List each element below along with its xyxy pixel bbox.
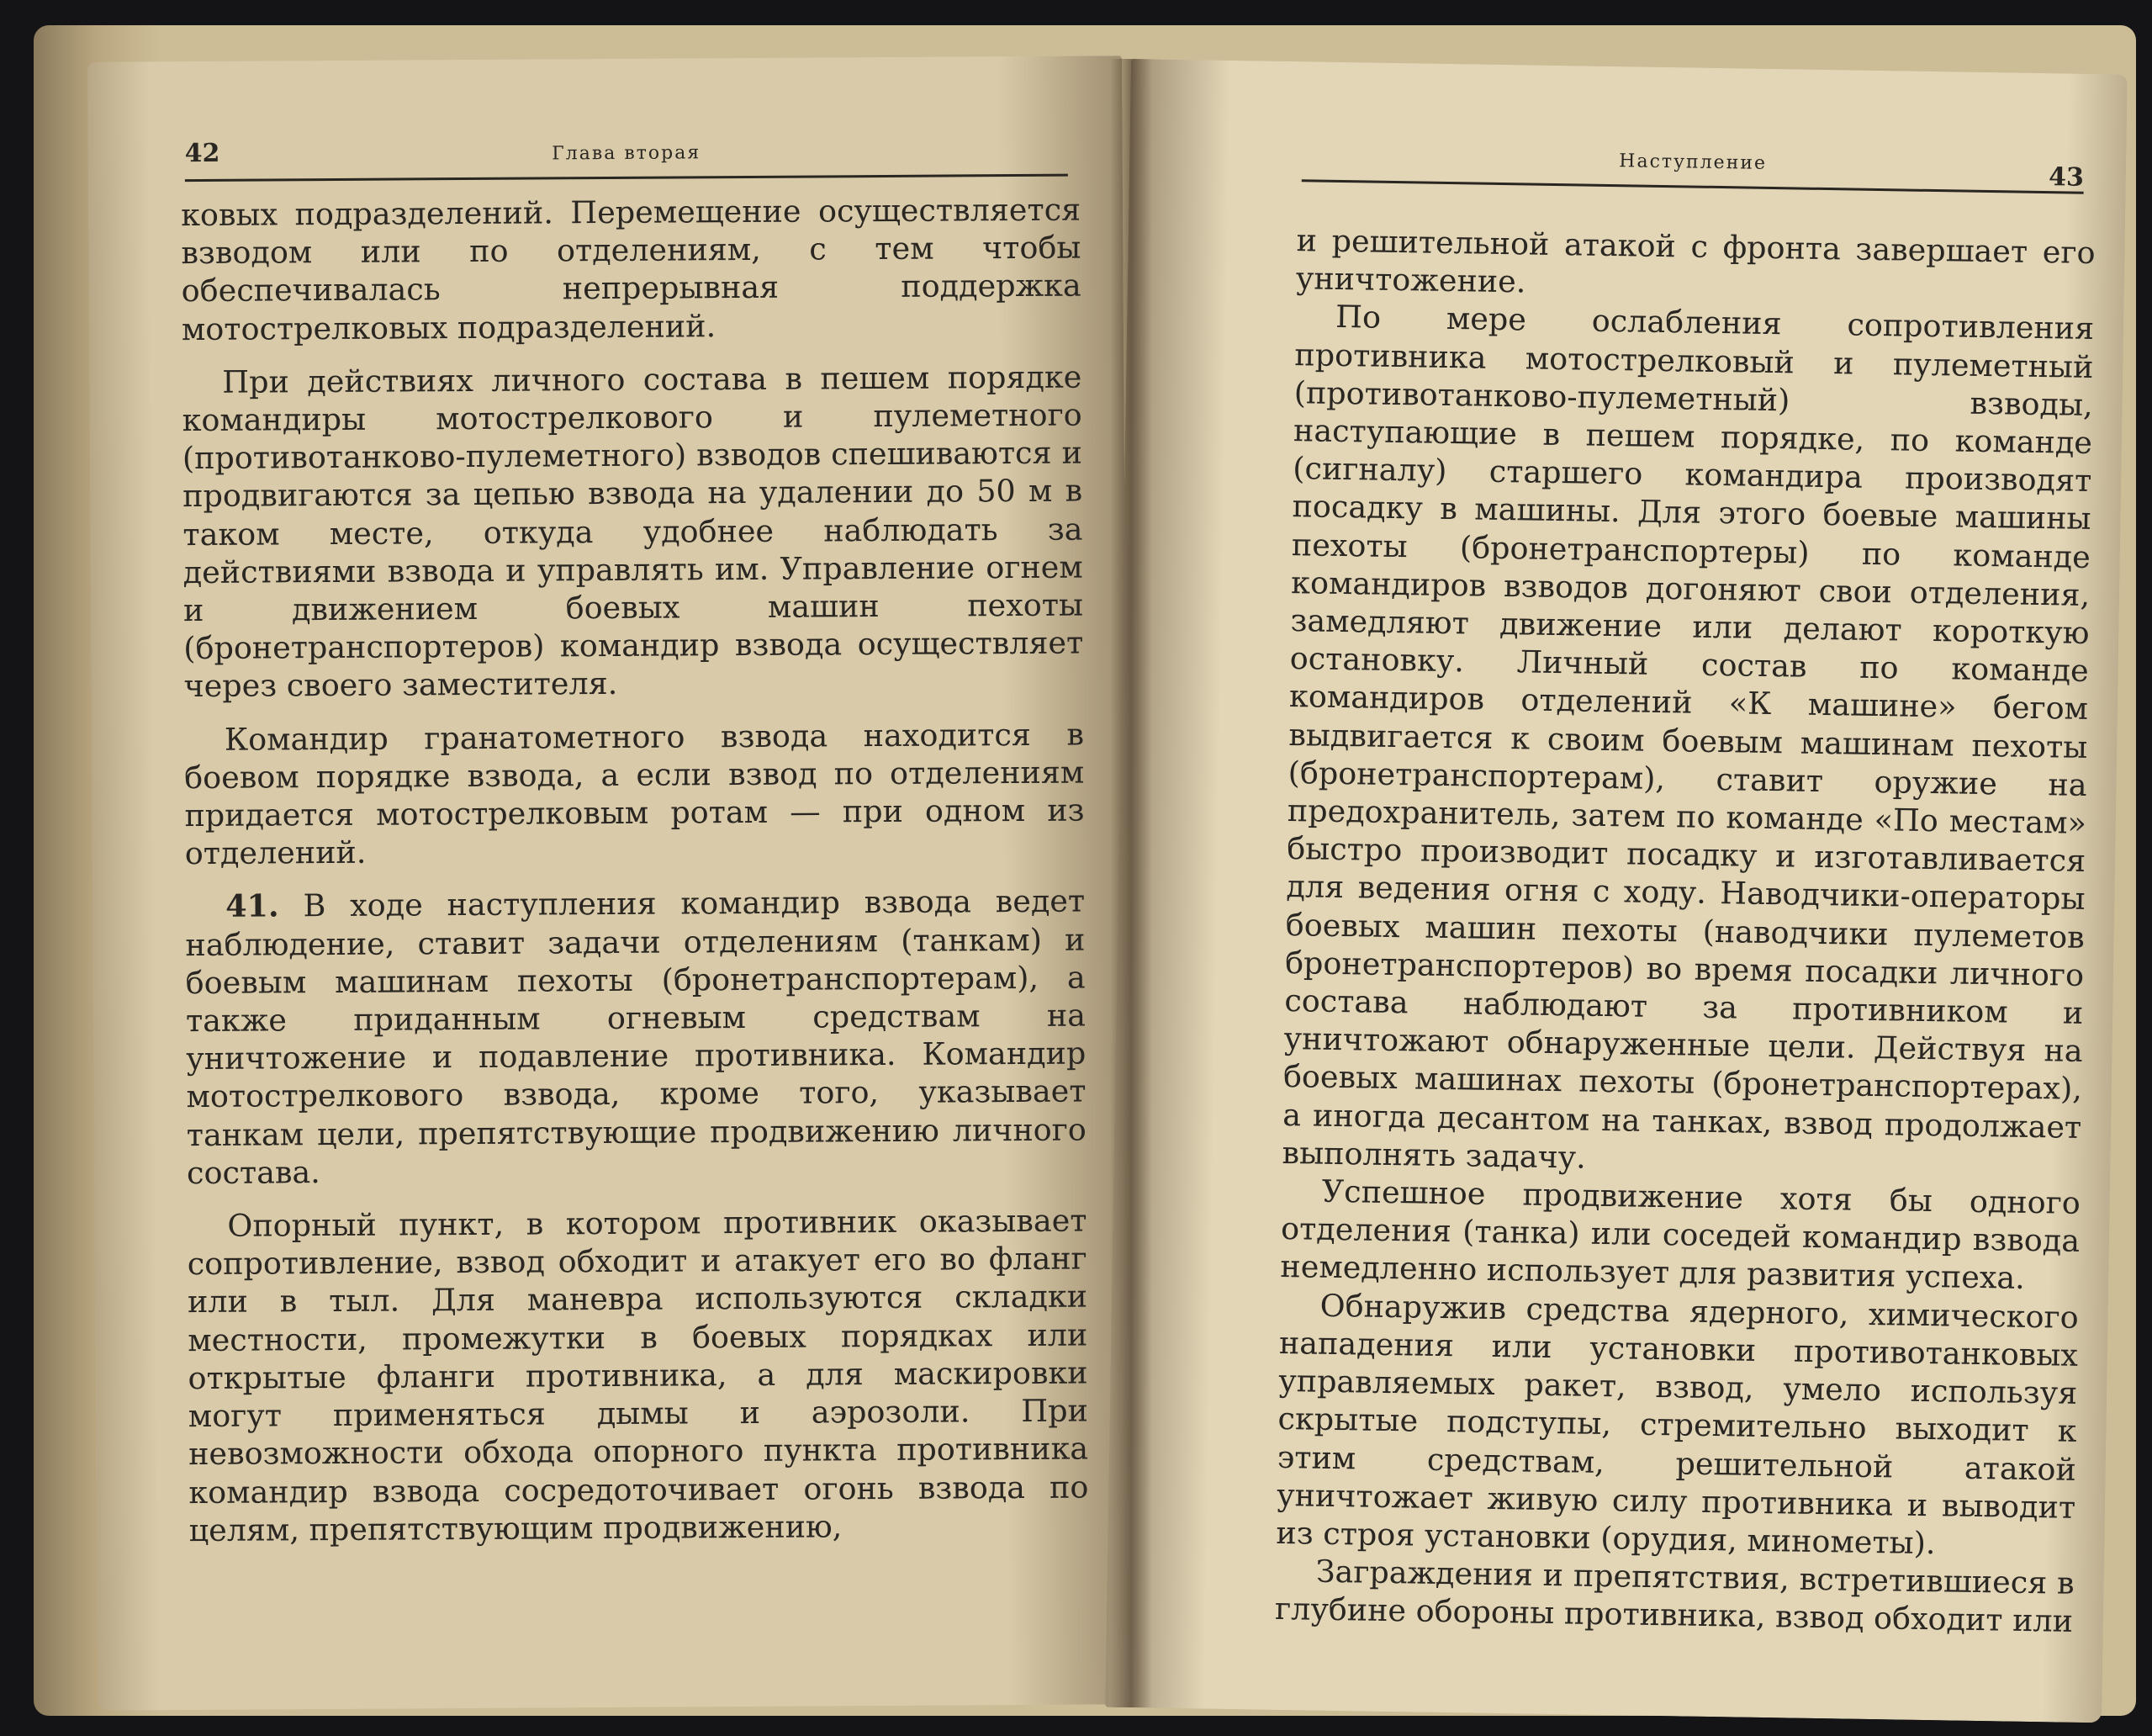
left-page — [87, 56, 1132, 1710]
right-running-head — [1302, 129, 2085, 194]
paragraph: и решительной атакой с фронта завершает его уничтожение. — [1295, 222, 2096, 300]
book-gutter — [1110, 59, 1152, 1707]
right-page — [1105, 59, 2128, 1723]
right-chapter-title: Наступление — [1619, 151, 1768, 174]
clause-text: В ходе наступления командир взвода ведет наблюдение, ставит задачи отделениям (танкам) и боевым машинам пехоты (бронетранспортерам), а также приданным огневым средствам на уничтожение и подавление противника. Командир мотострелкового взвода, кроме того, указывает танкам цели, препятствующие продвижению личного состава. — [185, 883, 1087, 1191]
paragraph: ковых подразделений. Перемещение осуществляется взводом или по отделениям, с тем чтобы обеспечивалась непрерывная поддержка мотострелковых подразделений. — [181, 191, 1081, 347]
paragraph: Командир гранатометного взвода находится в боевом порядке взвода, а если взвод по отделениям придается мотострелковым ротам — при одном из отделений. — [184, 716, 1085, 872]
paragraph: Опорный пункт, в котором противник оказывает сопротивление, взвод обходит и атакует его во фланг или в тыл. Для маневра используются складки местности, промежутки в боевых порядках или открытые фланги противника, а для маскировки могут применяться дымы и аэрозоли. При невозможности обхода опорного пункта противника командир взвода сосредоточивает огонь взвода по целям, препятствующим продвижению, — [187, 1202, 1089, 1548]
left-page-body — [181, 191, 1089, 1549]
left-page-number: 42 — [184, 138, 220, 169]
clause-number: 41. — [225, 887, 279, 925]
right-page-body — [1275, 221, 2096, 1640]
paragraph: При действиях личного состава в пешем порядке командиры мотострелкового и пулеметного (противотанково-пулеметного) взводов спешиваются и продвигаются за цепью взвода на удалении до 50 м в таком месте, откуда удобнее наблюдать за действиями взвода и управлять им. Управление огнем и движением боевых машин пехоты (бронетранспортеров) командир взвода осуществляет через своего заместителя. — [182, 358, 1084, 705]
paragraph: Обнаружив средства ядерного, химического нападения или установки противотанковых управляемых ракет, взвод, умело используя скрытые подступы, стремительно выходит к этим средствам, решительной атакой уничтожает живую силу противника и выводит из строя установки (орудия, минометы). — [1276, 1287, 2079, 1562]
left-running-head — [185, 124, 1068, 182]
open-book — [34, 25, 2136, 1716]
clause-paragraph — [185, 882, 1087, 1192]
right-page-number: 43 — [2048, 162, 2085, 193]
paragraph: Успешное продвижение хотя бы одного отделения (танка) или соседей командир взвода немедленно использует для развития успеха. — [1280, 1172, 2081, 1297]
paragraph: По мере ослабления сопротивления противника мотострелковый и пулеметный (противотанково-пулеметный) взводы, наступающие в пешем порядке, по команде (сигналу) старшего командира производят посадку в машины. Для этого боевые машины пехоты (бронетранспортеры) по команде командиров взводов догоняют свои отделения, замедляют движение или делают короткую остановку. Личный состав по команде командиров отделений «К машине» бегом выдвигается к своим боевым машинам пехоты (бронетранспортерам), ставит оружие на предохранитель, затем по команде «По местам» быстро производит посадку и изготавливается для ведения огня с ходу. Наводчики-операторы боевых машин пехоты (наводчики пулеметов бронетранспортеров) во время посадки личного состава наблюдают за противником и уничтожают обнаруженные цели. Действуя на боевых машинах пехоты (бронетранспортерах), а иногда десантом на танках, взвод продолжает выполнять задачу. — [1282, 299, 2095, 1176]
left-chapter-title: Глава вторая — [552, 142, 701, 165]
paragraph: Заграждения и препятствия, встретившиеся в глубине обороны противника, взвод обходит или — [1274, 1553, 2075, 1640]
